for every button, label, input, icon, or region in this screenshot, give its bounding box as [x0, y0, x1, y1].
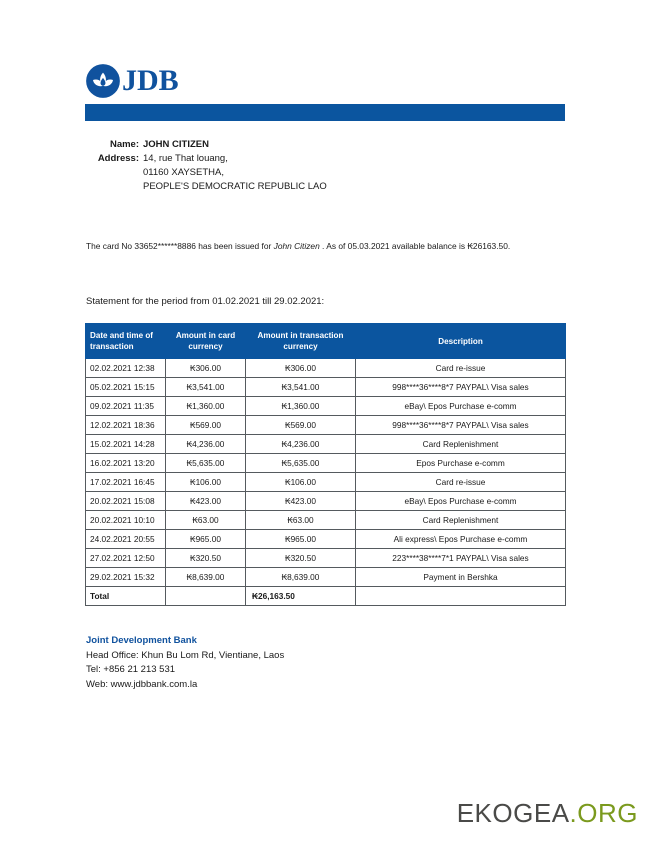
cell-card-amount: ₭106.00 [166, 473, 246, 492]
card-issued-statement [86, 240, 556, 252]
cell-transaction-amount: ₭965.00 [246, 530, 356, 549]
table-row [86, 359, 566, 378]
total-transaction-amount: ₭26,163.50 [246, 587, 356, 606]
bank-footer [86, 634, 284, 692]
footer-website: Web: www.jdbbank.com.la [86, 678, 198, 690]
table-row [86, 492, 566, 511]
cell-description: Card Replenishment [356, 435, 566, 454]
cell-transaction-amount: ₭306.00 [246, 359, 356, 378]
cell-transaction-amount: ₭8,639.00 [246, 568, 356, 587]
cell-description: Card re-issue [356, 473, 566, 492]
column-header-transaction-currency: Amount in transaction currency [246, 324, 356, 359]
issued-prefix: The card No 33652******8886 has been issued for [86, 241, 274, 251]
cell-transaction-amount: ₭63.00 [246, 511, 356, 530]
cell-card-amount: ₭4,236.00 [166, 435, 246, 454]
customer-address-row-3 [85, 180, 505, 194]
statement-period: Statement for the period from 01.02.2021 till 29.02.2021: [86, 296, 325, 307]
cell-date: 24.02.2021 20:55 [86, 530, 166, 549]
cell-description: Epos Purchase e-comm [356, 454, 566, 473]
cell-date: 20.02.2021 15:08 [86, 492, 166, 511]
watermark-main: EKOGEA [456, 798, 570, 828]
column-header-card-currency: Amount in card currency [166, 324, 246, 359]
table-row [86, 549, 566, 568]
cell-description: Card re-issue [356, 359, 566, 378]
customer-address-row-1 [85, 152, 505, 166]
address-label: Address: [97, 153, 139, 164]
address-line-2: 01160 XAYSETHA, [143, 167, 224, 178]
cell-card-amount: ₭965.00 [166, 530, 246, 549]
issued-holder-name: John Citizen [273, 241, 320, 251]
cell-date: 17.02.2021 16:45 [86, 473, 166, 492]
customer-details [85, 138, 505, 194]
cell-transaction-amount: ₭569.00 [246, 416, 356, 435]
table-row [86, 568, 566, 587]
name-label: Name: [109, 139, 139, 150]
cell-date: 29.02.2021 15:32 [86, 568, 166, 587]
column-header-description: Description [356, 324, 566, 359]
address-line-1: 14, rue That louang, [143, 153, 228, 164]
cell-card-amount: ₭8,639.00 [166, 568, 246, 587]
table-row [86, 473, 566, 492]
cell-date: 02.02.2021 12:38 [86, 359, 166, 378]
bank-logo [85, 60, 179, 102]
table-row [86, 511, 566, 530]
total-description [356, 587, 566, 606]
cell-transaction-amount: ₭423.00 [246, 492, 356, 511]
cell-description: Ali express\ Epos Purchase e-comm [356, 530, 566, 549]
footer-bank-name: Joint Development Bank [86, 635, 197, 646]
cell-date: 16.02.2021 13:20 [86, 454, 166, 473]
table-row [86, 416, 566, 435]
address-line-3: PEOPLE'S DEMOCRATIC REPUBLIC LAO [143, 181, 327, 192]
table-row [86, 435, 566, 454]
cell-description: Card Replenishment [356, 511, 566, 530]
cell-transaction-amount: ₭4,236.00 [246, 435, 356, 454]
table-row [86, 454, 566, 473]
cell-card-amount: ₭306.00 [166, 359, 246, 378]
watermark [457, 798, 638, 829]
table-row [86, 397, 566, 416]
lotus-icon [85, 63, 121, 99]
cell-card-amount: ₭569.00 [166, 416, 246, 435]
table-row [86, 530, 566, 549]
table-row [86, 378, 566, 397]
cell-date: 12.02.2021 18:36 [86, 416, 166, 435]
watermark-tld: .ORG [569, 798, 638, 828]
issued-suffix: . As of 05.03.2021 available balance is ₭26163.50. [319, 241, 511, 251]
transactions-table [85, 323, 566, 606]
cell-description: 998****36****8*7 PAYPAL\ Visa sales [356, 378, 566, 397]
cell-transaction-amount: ₭1,360.00 [246, 397, 356, 416]
cell-card-amount: ₭1,360.00 [166, 397, 246, 416]
cell-date: 20.02.2021 10:10 [86, 511, 166, 530]
footer-head-office: Head Office: Khun Bu Lom Rd, Vientiane, Laos [86, 649, 285, 661]
cell-card-amount: ₭320.50 [166, 549, 246, 568]
cell-date: 05.02.2021 15:15 [86, 378, 166, 397]
cell-description: 998****36****8*7 PAYPAL\ Visa sales [356, 416, 566, 435]
cell-card-amount: ₭3,541.00 [166, 378, 246, 397]
cell-transaction-amount: ₭5,635.00 [246, 454, 356, 473]
cell-date: 09.02.2021 11:35 [86, 397, 166, 416]
cell-card-amount: ₭5,635.00 [166, 454, 246, 473]
header-blue-band [85, 104, 565, 121]
cell-card-amount: ₭423.00 [166, 492, 246, 511]
customer-address-row-2 [85, 166, 505, 180]
cell-description: eBay\ Epos Purchase e-comm [356, 492, 566, 511]
transactions-body [86, 359, 566, 606]
cell-date: 15.02.2021 14:28 [86, 435, 166, 454]
cell-transaction-amount: ₭3,541.00 [246, 378, 356, 397]
total-label: Total [86, 587, 166, 606]
footer-telephone: Tel: +856 21 213 531 [86, 664, 176, 675]
name-value: JOHN CITIZEN [143, 139, 209, 150]
table-header-row [86, 324, 566, 359]
cell-card-amount: ₭63.00 [166, 511, 246, 530]
cell-description: eBay\ Epos Purchase e-comm [356, 397, 566, 416]
column-header-date: Date and time of transaction [86, 324, 166, 359]
total-card-amount [166, 587, 246, 606]
cell-description: 223****38****7*1 PAYPAL\ Visa sales [356, 549, 566, 568]
logo-text: JDB [122, 64, 179, 97]
cell-transaction-amount: ₭320.50 [246, 549, 356, 568]
cell-description: Payment in Bershka [356, 568, 566, 587]
cell-date: 27.02.2021 12:50 [86, 549, 166, 568]
customer-name-row [85, 138, 505, 152]
table-total-row [86, 587, 566, 606]
cell-transaction-amount: ₭106.00 [246, 473, 356, 492]
